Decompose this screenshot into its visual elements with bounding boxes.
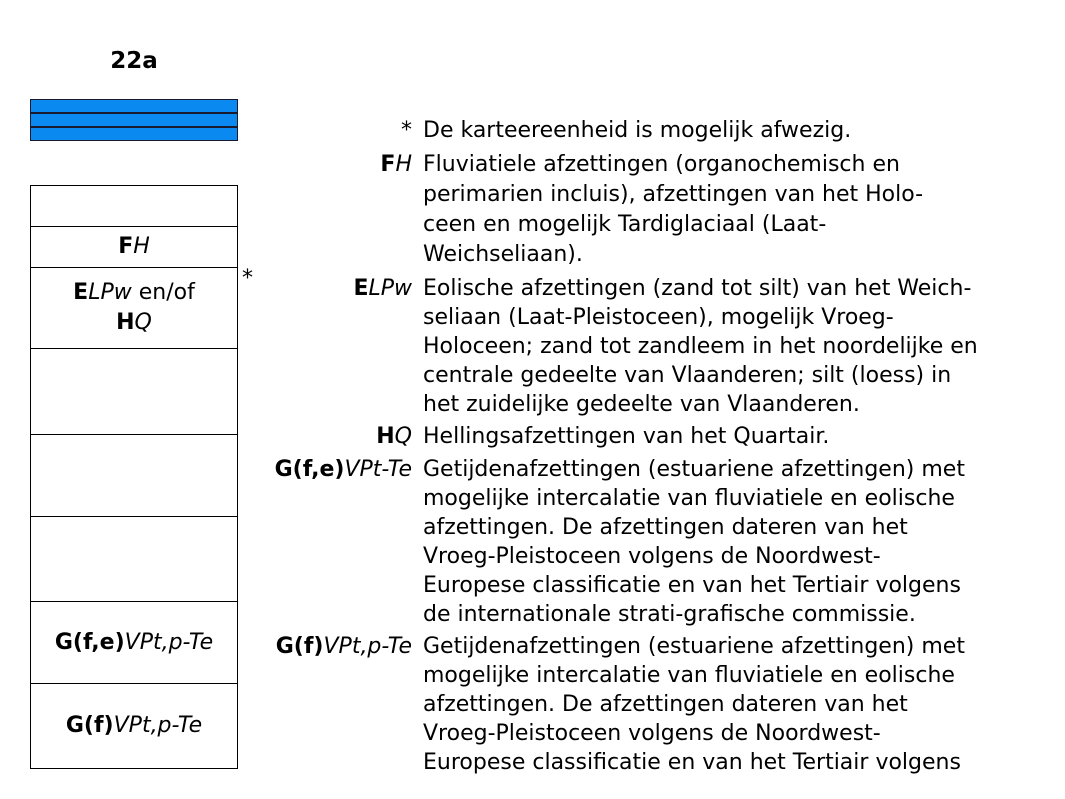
legend-code-bold: G(f,e) xyxy=(274,457,345,482)
legend-code-plain: * xyxy=(401,118,412,143)
column-layer-6 xyxy=(31,517,237,602)
layer-code-bold: G(f,e) xyxy=(54,629,125,655)
legend-code-italic: Q xyxy=(394,424,412,449)
column-layer-fh xyxy=(31,227,237,268)
stratigraphic-column xyxy=(30,185,238,769)
legend-text-line: Eolische afzettingen (zand tot silt) van het Weich- xyxy=(423,276,972,301)
layer-code-bold: E xyxy=(73,280,89,305)
column-layer-1 xyxy=(31,186,237,227)
legend-text-line: ceen en mogelijk Tardiglaciaal (Laat- xyxy=(423,212,827,237)
legend-code-italic: VPt-Te xyxy=(344,457,412,482)
legend-text-line: seliaan (Laat-Pleistoceen), mogelijk Vroeg- xyxy=(423,305,894,330)
legend-code-bold: G(f) xyxy=(275,634,324,659)
legend-text-line: Holoceen; zand tot zandleem in het noordelijke en xyxy=(423,334,978,359)
legend-text-line: Getijdenafzettingen (estuariene afzettingen) met xyxy=(423,457,965,482)
layer-code-bold: G(f) xyxy=(65,712,114,738)
legend-text-line: Fluviatiele afzettingen (organochemisch en xyxy=(423,152,900,177)
legend-text-line: afzettingen. De afzettingen dateren van het xyxy=(423,692,908,717)
legend-text-line: Europese classificatie en van het Tertiair volgens xyxy=(423,750,961,775)
absence-marker: * xyxy=(242,266,253,291)
legend-text-line: De karteereenheid is mogelijk afwezig. xyxy=(423,118,852,143)
layer-code-italic-2: Q xyxy=(134,310,152,335)
layer-code-italic: LPw xyxy=(88,280,132,305)
layer-code-bold: F xyxy=(118,234,134,259)
legend-text-line: Getijdenafzettingen (estuariene afzettingen) met xyxy=(423,634,965,659)
layer-code-italic: VPt,p-Te xyxy=(113,712,203,738)
legend-code-bold: F xyxy=(380,152,396,177)
legend-text-line: Hellingsafzettingen van het Quartair. xyxy=(423,424,830,449)
legend-code-italic: LPw xyxy=(368,276,412,301)
legend-text-line: Weichseliaan). xyxy=(423,242,583,267)
column-layer-5 xyxy=(31,435,237,517)
layer-code-italic: VPt,p-Te xyxy=(124,629,214,655)
legend-text-line: Europese classificatie en van het Tertiair volgens xyxy=(423,573,961,598)
profile-title: 22a xyxy=(110,48,158,74)
legend-text-line: Vroeg-Pleistoceen volgens de Noordwest- xyxy=(423,721,881,746)
layer-conjunction: en/of xyxy=(131,280,195,305)
column-layer-gfe xyxy=(31,602,237,684)
column-layer-4 xyxy=(31,349,237,435)
legend-code-bold: H xyxy=(376,424,395,449)
legend-text-line: Vroeg-Pleistoceen volgens de Noordwest- xyxy=(423,544,881,569)
column-layer-gf xyxy=(31,684,237,767)
legend-text-line: afzettingen. De afzettingen dateren van het xyxy=(423,515,908,540)
legend-text-line: mogelijke intercalatie van fluviatiele en eolische xyxy=(423,663,955,688)
legend-text-line: het zuidelijke gedeelte van Vlaanderen. xyxy=(423,392,860,417)
layer-code-bold-2: H xyxy=(116,310,135,335)
legend-text-line: centrale gedeelte van Vlaanderen; silt (loess) in xyxy=(423,363,952,388)
legend-text-line: de internationale strati-grafische commissie. xyxy=(423,602,916,627)
legend-text-line: perimarien incluis), afzettingen van het Holo- xyxy=(423,182,924,207)
layer-code-italic: H xyxy=(133,234,150,259)
water-layer-divider xyxy=(31,126,237,128)
column-layer-elpw-hq xyxy=(31,268,237,349)
legend-code-italic: H xyxy=(395,152,412,177)
legend-code-bold: E xyxy=(353,276,369,301)
legend-code-italic: VPt,p-Te xyxy=(323,634,412,659)
legend-text-line: mogelijke intercalatie van fluviatiele en eolische xyxy=(423,486,955,511)
water-layer-divider xyxy=(31,112,237,114)
water-layer-block xyxy=(30,99,238,141)
